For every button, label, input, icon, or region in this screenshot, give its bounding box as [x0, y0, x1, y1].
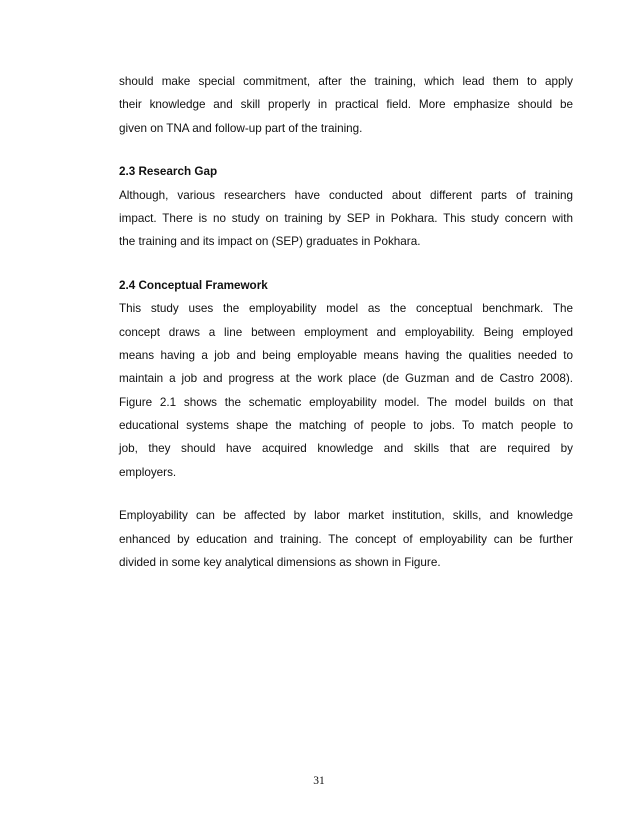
paragraph-line: educational systems shape the matching of people to jobs. To match people to — [119, 419, 573, 433]
conceptual-framework-section — [119, 274, 573, 485]
employability-paragraph — [119, 504, 573, 574]
paragraph-line: concept draws a line between employment and employability. Being employed — [119, 325, 573, 339]
paragraph-line: employers. — [119, 465, 177, 479]
paragraph-line: should make special commitment, after the training, which lead them to apply — [119, 75, 573, 88]
paragraph-line: Figure 2.1 shows the schematic employability model. The model builds on that — [119, 395, 573, 409]
paragraph-line: their knowledge and skill properly in practical field. More emphasize should be — [119, 98, 573, 112]
paragraph-line: maintain a job and progress at the work place (de Guzman and de Castro 2008). — [119, 372, 573, 386]
section-heading-research-gap: 2.3 Research Gap — [119, 165, 218, 179]
paragraph-spacer — [119, 140, 573, 160]
paragraph-line: job, they should have acquired knowledge and skills that are required by — [119, 442, 573, 456]
paragraph-line: Although, various researchers have conducted about different parts of training — [119, 188, 573, 202]
paragraph-line: the training and its impact on (SEP) graduates in Pokhara. — [119, 235, 421, 249]
page-body — [119, 70, 573, 574]
paragraph-line: impact. There is no study on training by SEP in Pokhara. This study concern with — [119, 211, 573, 225]
paragraph-line: enhanced by education and training. The concept of employability can be further — [119, 532, 573, 546]
paragraph-spacer — [119, 254, 573, 274]
paragraph-spacer — [119, 484, 573, 504]
page-number: 31 — [313, 775, 325, 787]
intro-paragraph — [119, 70, 573, 140]
section-heading-conceptual-framework: 2.4 Conceptual Framework — [119, 278, 268, 292]
paragraph-line: given on TNA and follow-up part of the training. — [119, 121, 363, 135]
paragraph-line: means having a job and being employable means having the qualities needed to — [119, 348, 573, 362]
paragraph-line: This study uses the employability model as the conceptual benchmark. The — [119, 302, 573, 316]
paragraph-line: divided in some key analytical dimensions as shown in Figure. — [119, 556, 441, 570]
research-gap-section — [119, 160, 573, 254]
paragraph-line: Employability can be affected by labor market institution, skills, and knowledge — [119, 509, 573, 523]
